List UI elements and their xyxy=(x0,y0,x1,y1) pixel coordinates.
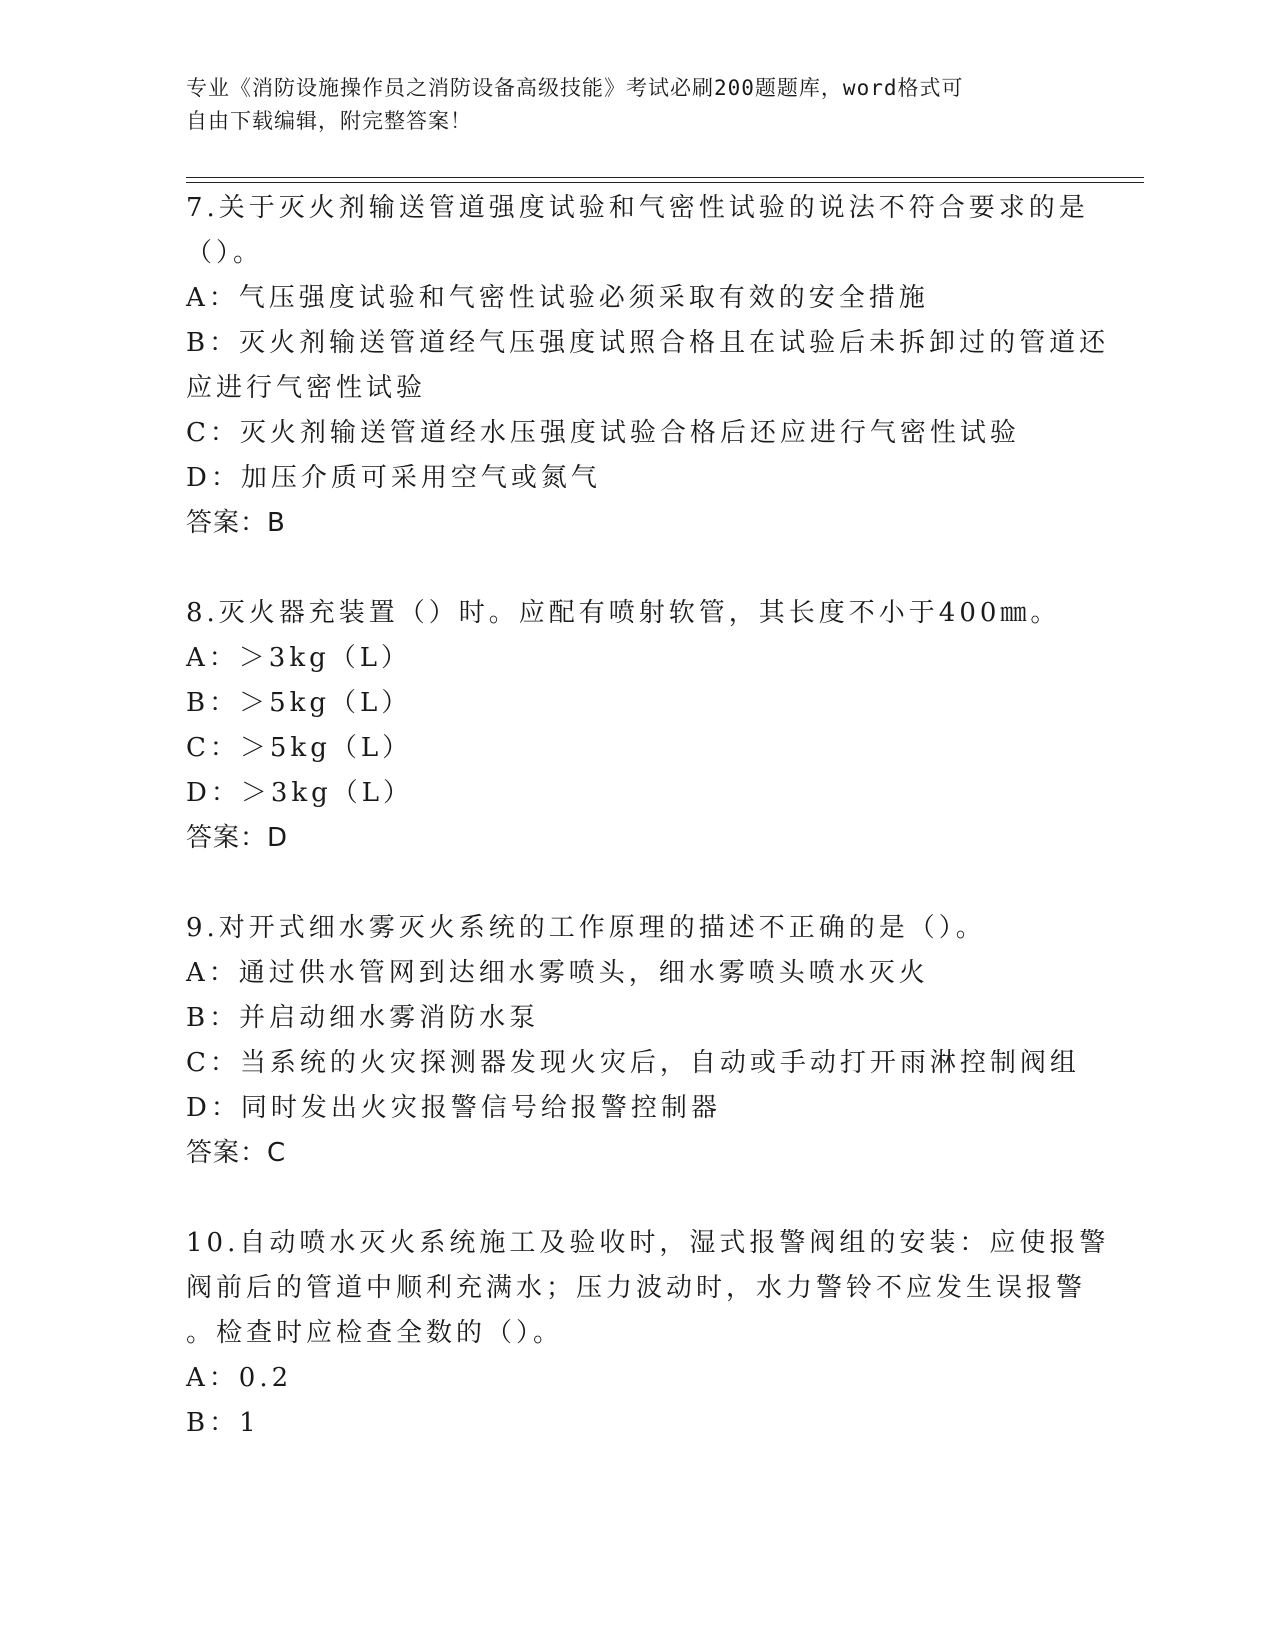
option-d: D：加压介质可采用空气或氮气 xyxy=(186,463,601,493)
option-a: A：通过供水管网到达细水雾喷头，细水雾喷头喷水灭火 xyxy=(186,958,929,988)
answer-label: 答案：B xyxy=(186,508,286,538)
answer-label: 答案：C xyxy=(186,1138,287,1168)
question-list xyxy=(186,186,1110,1491)
option-b: B：1 xyxy=(186,1408,260,1438)
question-8 xyxy=(186,591,1066,861)
question-stem-line: 9.对开式细水雾灭火系统的工作原理的描述不正确的是（）。 xyxy=(186,913,986,943)
question-stem-line: 7.关于灭火剂输送管道强度试验和气密性试验的说法不符合要求的是 xyxy=(186,193,1089,223)
question-stem-line: 阀前后的管道中顺利充满水；压力波动时，水力警铃不应发生误报警 xyxy=(186,1273,1087,1303)
question-stem-line: 10.自动喷水灭火系统施工及验收时，湿式报警阀组的安装：应使报警 xyxy=(186,1228,1110,1258)
answer-label: 答案：D xyxy=(186,823,289,853)
option-b-continued: 应进行气密性试验 xyxy=(186,373,427,403)
option-d: D：同时发出火灾报警信号给报警控制器 xyxy=(186,1093,721,1123)
question-9 xyxy=(186,906,1080,1176)
option-b: B：并启动细水雾消防水泵 xyxy=(186,1003,540,1033)
option-b: B：＞5kg（L） xyxy=(186,688,412,718)
header-line-1: 专业《消防设施操作员之消防设备高级技能》考试必刷200题题库，word格式可 xyxy=(186,76,964,100)
option-b: B：灭火剂输送管道经气压强度试照合格且在试验后未拆卸过的管道还 xyxy=(186,328,1110,358)
option-c: C：＞5kg（L） xyxy=(186,733,413,763)
header-divider-top xyxy=(186,177,1144,178)
document-header xyxy=(186,72,1086,138)
question-stem-line: 8.灭火器充装置（）时。应配有喷射软管，其长度不小于400㎜。 xyxy=(186,598,1061,628)
option-a: A：＞3kg（L） xyxy=(186,643,411,673)
option-a: A：0.2 xyxy=(186,1363,293,1393)
question-7 xyxy=(186,186,1110,546)
question-10 xyxy=(186,1221,1110,1446)
option-a: A：气压强度试验和气密性试验必须采取有效的安全措施 xyxy=(186,283,929,313)
header-line-2: 自由下载编辑，附完整答案！ xyxy=(186,109,472,133)
option-d: D：＞3kg（L） xyxy=(186,778,414,808)
option-c: C：灭火剂输送管道经水压强度试验合格后还应进行气密性试验 xyxy=(186,418,1020,448)
option-c: C：当系统的火灾探测器发现火灾后，自动或手动打开雨淋控制阀组 xyxy=(186,1048,1080,1078)
question-stem-line: 。检查时应检查全数的（）。 xyxy=(186,1318,564,1348)
header-divider-bottom xyxy=(186,182,1144,183)
question-stem-line: （）。 xyxy=(186,238,264,268)
